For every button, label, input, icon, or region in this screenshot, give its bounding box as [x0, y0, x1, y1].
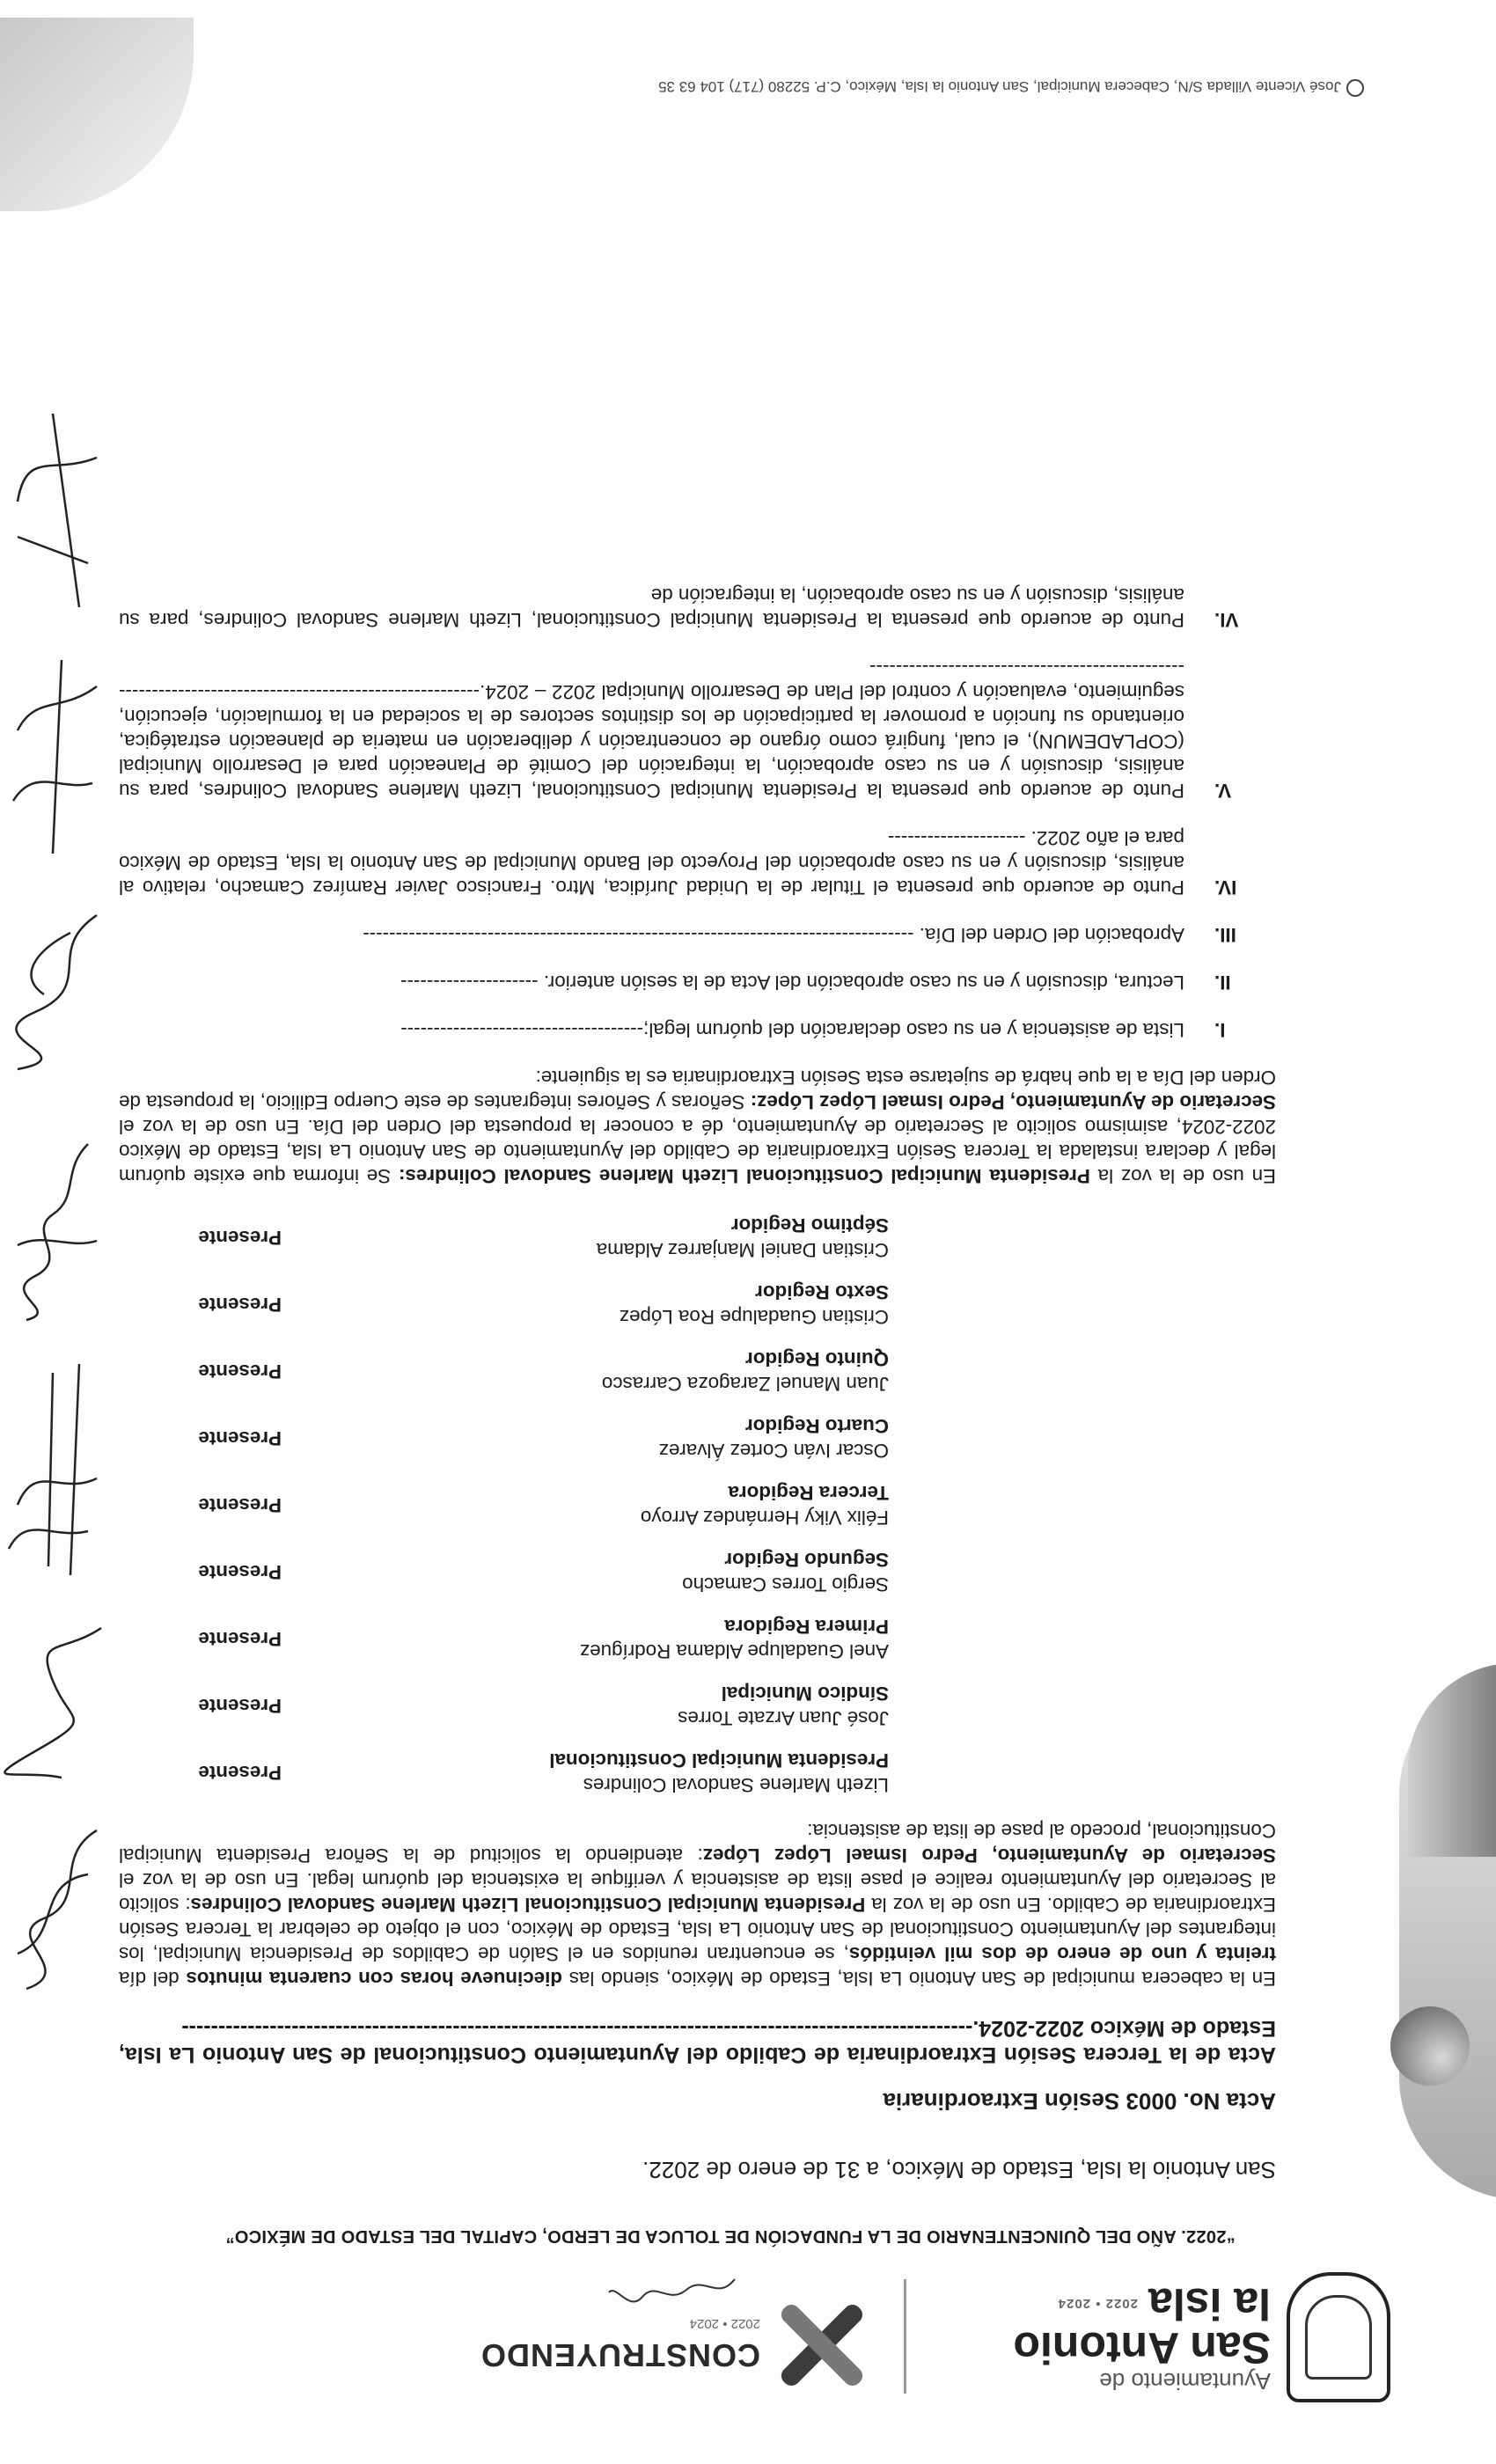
agenda-list [119, 583, 1276, 1042]
municipality-name: San Antonio [1013, 2323, 1271, 2372]
municipal-seal-icon [1287, 2272, 1390, 2402]
location-pin-icon [1346, 79, 1364, 97]
attendance-status: Presente [198, 1360, 282, 1382]
header-signature [607, 2270, 739, 2306]
margin-signatures [0, 70, 114, 2006]
attendance-status: Presente [198, 1561, 282, 1583]
agenda-item: II. Lectura, discusión y en su caso aprobación del Acta de la sesión anterior. --------------------- [400, 972, 1231, 994]
campaign-logo [480, 2297, 871, 2394]
agenda-item: IV. Punto de acuerdo que presenta el Titular de la Unidad Jurídica, Mtro. Francisco Javier Ramírez Camacho, relativo al análisis, discusión y en su caso aprobación del Proyecto del Bando Municipal de San Antonio la Isla, Estado de México para el año 2022. --------------------- [119, 827, 1237, 898]
attendance-row: Anel Guadalupe Aldama Rodríguez Primera Regidora Presente [198, 1616, 889, 1662]
attendance-row: Cristian Daniel Manjarrez Aldama Séptimo Regidor Presente [198, 1214, 889, 1261]
letterhead [88, 2262, 1390, 2411]
attendance-row: Lizeth Marlene Sandoval Colindres Presidenta Municipal Constitucional Presente [198, 1749, 889, 1796]
municipality-prefix: Ayuntamiento de [1099, 2368, 1271, 2394]
handwritten-signature [0, 1135, 114, 1329]
acta-number: Acta No. 0003 Sesión Extraordinaria [883, 2088, 1276, 2115]
handwritten-signature [0, 1355, 114, 1584]
decorative-orb [1390, 2006, 1470, 2086]
attendance-status: Presente [198, 1227, 282, 1249]
official-motto: “2022. AÑO DEL QUINCENTENARIO DE LA FUNDACIÓN DE TOLUCA DE LERDO, CAPITAL DEL ESTADO DE MÉXICO” [225, 2226, 1236, 2246]
handwritten-signature [0, 1610, 114, 1786]
handwritten-signature [0, 906, 114, 1082]
agenda-item: III. Aprobación del Orden del Día. ------------------------------------------------------------------------------------ [363, 924, 1236, 946]
campaign-years: 2022 • 2024 [689, 2316, 760, 2332]
handwritten-signature [0, 1813, 114, 2006]
attendance-list [119, 1213, 1276, 1797]
attendance-row: Sergio Torres Camacho Segundo Regidor Presente [198, 1549, 889, 1595]
attendance-status: Presente [198, 1427, 282, 1449]
attendance-row: Félix Viky Hernández Arroyo Tercera Regidora Presente [198, 1482, 889, 1529]
place-date: San Antonio la Isla, Estado de México, a 31 de enero de 2022. [642, 2157, 1276, 2183]
attendance-status: Presente [198, 1762, 282, 1784]
attendance-row: Juan Manuel Zaragoza Carrasco Quinto Regidor Presente [198, 1348, 889, 1395]
attendance-status: Presente [198, 1294, 282, 1316]
municipality-name-2: la isla [1148, 2279, 1271, 2328]
agenda-item: I. Lista de asistencia y en su caso declaración del quórum legal;------------------------------------- [400, 1019, 1226, 1041]
quorum-paragraph: En uso de la voz la Presidenta Municipal Constitucional Lizeth Marlene Sandoval Colindres: Se informa que existe quórum legal y declara instalada la Tercera Sesión Extraordinaria de Cabildo del Ayuntamiento de San Antonio La Isla, Estado de México 2022-2024, asimismo solicito al Secretario de Ayuntamiento, dé a conocer la propuesta del Orden del Día. En uso de la voz el Secretario de Ayuntamiento, Pedro Ismael López López: Señoras y Señores integrantes de este Cuerpo Edilicio, la propuesta de Orden del Día a la que habrá de sujetarse esta Sesión Extraordinaria es la siguiente: [118, 1067, 1276, 1187]
handwritten-signature [0, 405, 114, 616]
attendance-status: Presente [198, 1695, 282, 1717]
attendance-row: José Juan Arzate Torres Síndico Municipal Presente [198, 1683, 889, 1729]
decorative-swoosh-lower [1408, 1663, 1496, 1857]
handwritten-signature [0, 651, 114, 862]
attendance-status: Presente [198, 1628, 282, 1650]
agenda-item: VI. Punto de acuerdo que presenta la Presidenta Municipal Constitucional, Lizeth Marlene Sandoval Colindres, para su análisis, discusión y en su caso aprobación, la integración de [119, 584, 1239, 631]
letterhead-footer [114, 77, 1364, 97]
header-divider [904, 2279, 906, 2394]
municipality-years: 2022 • 2024 [1057, 2296, 1138, 2312]
construyendo-x-icon [774, 2297, 871, 2394]
attendance-row: Oscar Iván Cortez Álvarez Cuarto Regidor Presente [198, 1415, 889, 1462]
attendance-status: Presente [198, 1494, 282, 1516]
agenda-item: V. Punto de acuerdo que presenta la Presidenta Municipal Constitucional, Lizeth Marlene Sandoval Colindres, para su análisis, discusión y en su caso aprobación, la integración del Comité de Planeación para el Desarrollo Municipal (COPLADEMUN), el cual, fungirá como órgano de concentración y deliberación en materia de planeación estratégica, orientando su función a promover la participación de los distintos sectores de la sociedad en la formulación, ejecución, seguimiento, evaluación y control del Plan de Desarrollo Municipal 2022 – 2024.------------------------------------------------------------------------------------------------------- [119, 656, 1232, 802]
attendance-row: Cristian Guadalupe Roa López Sexto Regidor Presente [198, 1281, 889, 1328]
municipality-logo [1013, 2272, 1390, 2402]
document-body [119, 560, 1276, 2182]
campaign-logo-text: CONSTRUYENDO [480, 2337, 760, 2374]
footer-address: José Vicente Villada S/N, Cabecera Municipal, San Antonio la Isla, México, C.P. 52280 (717) 104 63 35 [658, 78, 1341, 95]
acta-title: Acta de la Tercera Sesión Extraordinaria de Cabildo del Ayuntamiento Constitucional de San Antonio La Isla, Estado de México 2022-2024.------------------------------------------------------------------------------------------------------------ [119, 2016, 1276, 2067]
intro-paragraph: En la cabecera municipal de San Antonio La Isla, Estado de México, siendo las diecinueve horas con cuarenta minutos del día treinta y uno de enero de dos mil veintidós, se encuentran reunidos en el Salón de Cabildos de Presidencia Municipal, los integrantes del Ayuntamiento Constitucional de San Antonio La Isla, Estado de México, con el objeto de celebrar la Tercera Sesión Extraordinaria de Cabildo. En uso de la voz la Presidenta Municipal Constitucional Lizeth Marlene Sandoval Colindres: solicito al Secretario del Ayuntamiento realice el pase lista de asistencia y verifique la existencia del quórum legal. En uso de la voz el Secretario de Ayuntamiento, Pedro Ismael López López: atendiendo la solicitud de la Señora Presidenta Municipal Constitucional, procedo al pase de lista de asistencia: [118, 1820, 1276, 1990]
